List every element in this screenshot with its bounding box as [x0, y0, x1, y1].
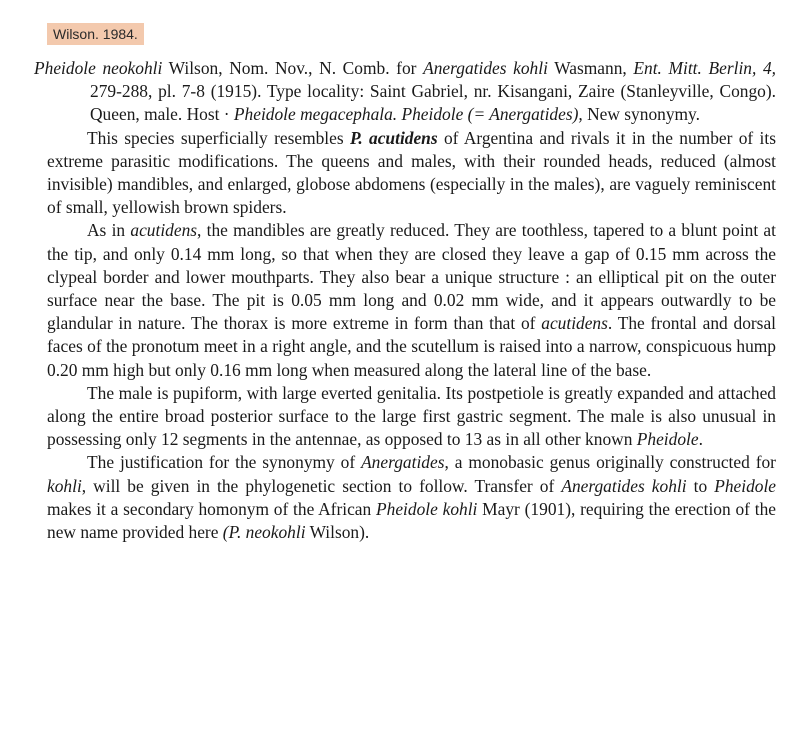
- p1-text-a: This species superficially resembles: [87, 127, 350, 148]
- p2-text-c: , the mandibles are greatly reduced. They are toothless, tapered to a blunt point at the tip, and only 0.14 mm long, so that when they are closed they leave a gap of 0.15 mm across the clypeal border and lower mouthparts. They also bear a unique structure : an elliptical pit on the outer surface near the base. The pit is 0.05 mm long and 0.02 mm wide, and it appears outwardly to be glandular in nature. The thorax is more extreme in form than that of: [47, 220, 776, 334]
- p4-species-3: Pheidole kohli: [376, 498, 478, 519]
- p4-text-g: to: [686, 475, 715, 496]
- entry-text-1: Wilson, Nom. Nov., N. Comb. for: [162, 58, 424, 78]
- p2-text-a: As in: [87, 220, 131, 241]
- p4-text-a: The justification for the synonymy of: [87, 452, 362, 473]
- entry-text-2: Wasmann,: [547, 58, 634, 78]
- p4-text-i: makes it a secondary homonym of the African: [47, 498, 377, 519]
- p4-genus-1: Anergatides: [361, 452, 445, 473]
- p3-genus: Pheidole: [636, 429, 699, 450]
- p4-text-m: Wilson).: [305, 522, 370, 543]
- document-body: [34, 57, 776, 544]
- species-name: Pheidole neokohli: [34, 58, 163, 78]
- paragraph-3: [34, 382, 776, 452]
- p2-species-1: acutidens: [130, 220, 198, 241]
- p3-text-a: The male is pupiform, with large everted genitalia. Its postpetiole is greatly expanded and attached along the entire broad posterior surface to the large first gastric segment. The male is also unusual in possessing only 12 segments in the antennae, as opposed to 13 as in all other known: [47, 382, 776, 450]
- p4-genus-2: Pheidole: [714, 475, 777, 496]
- p1-text-c: of Argentina and rivals it in the number of its extreme parasitic modifications. The queens and males, with their rounded heads, reduced (almost invisible) mandibles, and enlarged, globose abdomens (especially in the males), are vaguely reminiscent of small, yellowish brown spiders.: [47, 127, 776, 218]
- taxonomic-entry: [34, 57, 776, 127]
- p2-text-e: . The frontal and dorsal faces of the pronotum meet in a right angle, and the scutellum is raised into a narrow, conspicuous hump 0.20 mm high but only 0.16 mm long when measured along the lateral line of the base.: [47, 313, 776, 380]
- entry-text-4: New synonymy.: [582, 104, 700, 125]
- p4-text-e: , will be given in the phylogenetic section to follow. Transfer of: [81, 475, 562, 496]
- p4-text-c: , a monobasic genus originally constructed for: [444, 452, 776, 473]
- p4-species-1: kohli: [47, 475, 82, 496]
- p2-species-2: acutidens: [541, 313, 608, 334]
- p4-species-2: Anergatides kohli: [561, 475, 687, 496]
- paragraph-2: [34, 219, 776, 381]
- paragraph-4: [34, 451, 776, 544]
- p1-species: P. acutidens: [349, 127, 438, 148]
- journal-reference: Ent. Mitt. Berlin, 4,: [633, 58, 777, 78]
- paragraph-1: [34, 127, 776, 220]
- entry-text-3: 279-288, pl. 7-8 (1915). Type locality: Saint Gabriel, nr. Kisangani, Zaire (Stanleyville, Congo). Queen, male. Host ·: [90, 81, 776, 125]
- host-species: Pheidole megacephala. Pheidole (= Anergatides),: [233, 104, 583, 125]
- citation-tag: Wilson. 1984.: [47, 23, 144, 45]
- p4-species-4: (P. neokohli: [222, 522, 306, 543]
- p4-text-k: Mayr (1901), requiring the erection of the new name provided here: [47, 498, 776, 543]
- original-combination: Anergatides kohli: [423, 58, 548, 78]
- p3-text-c: .: [698, 429, 703, 450]
